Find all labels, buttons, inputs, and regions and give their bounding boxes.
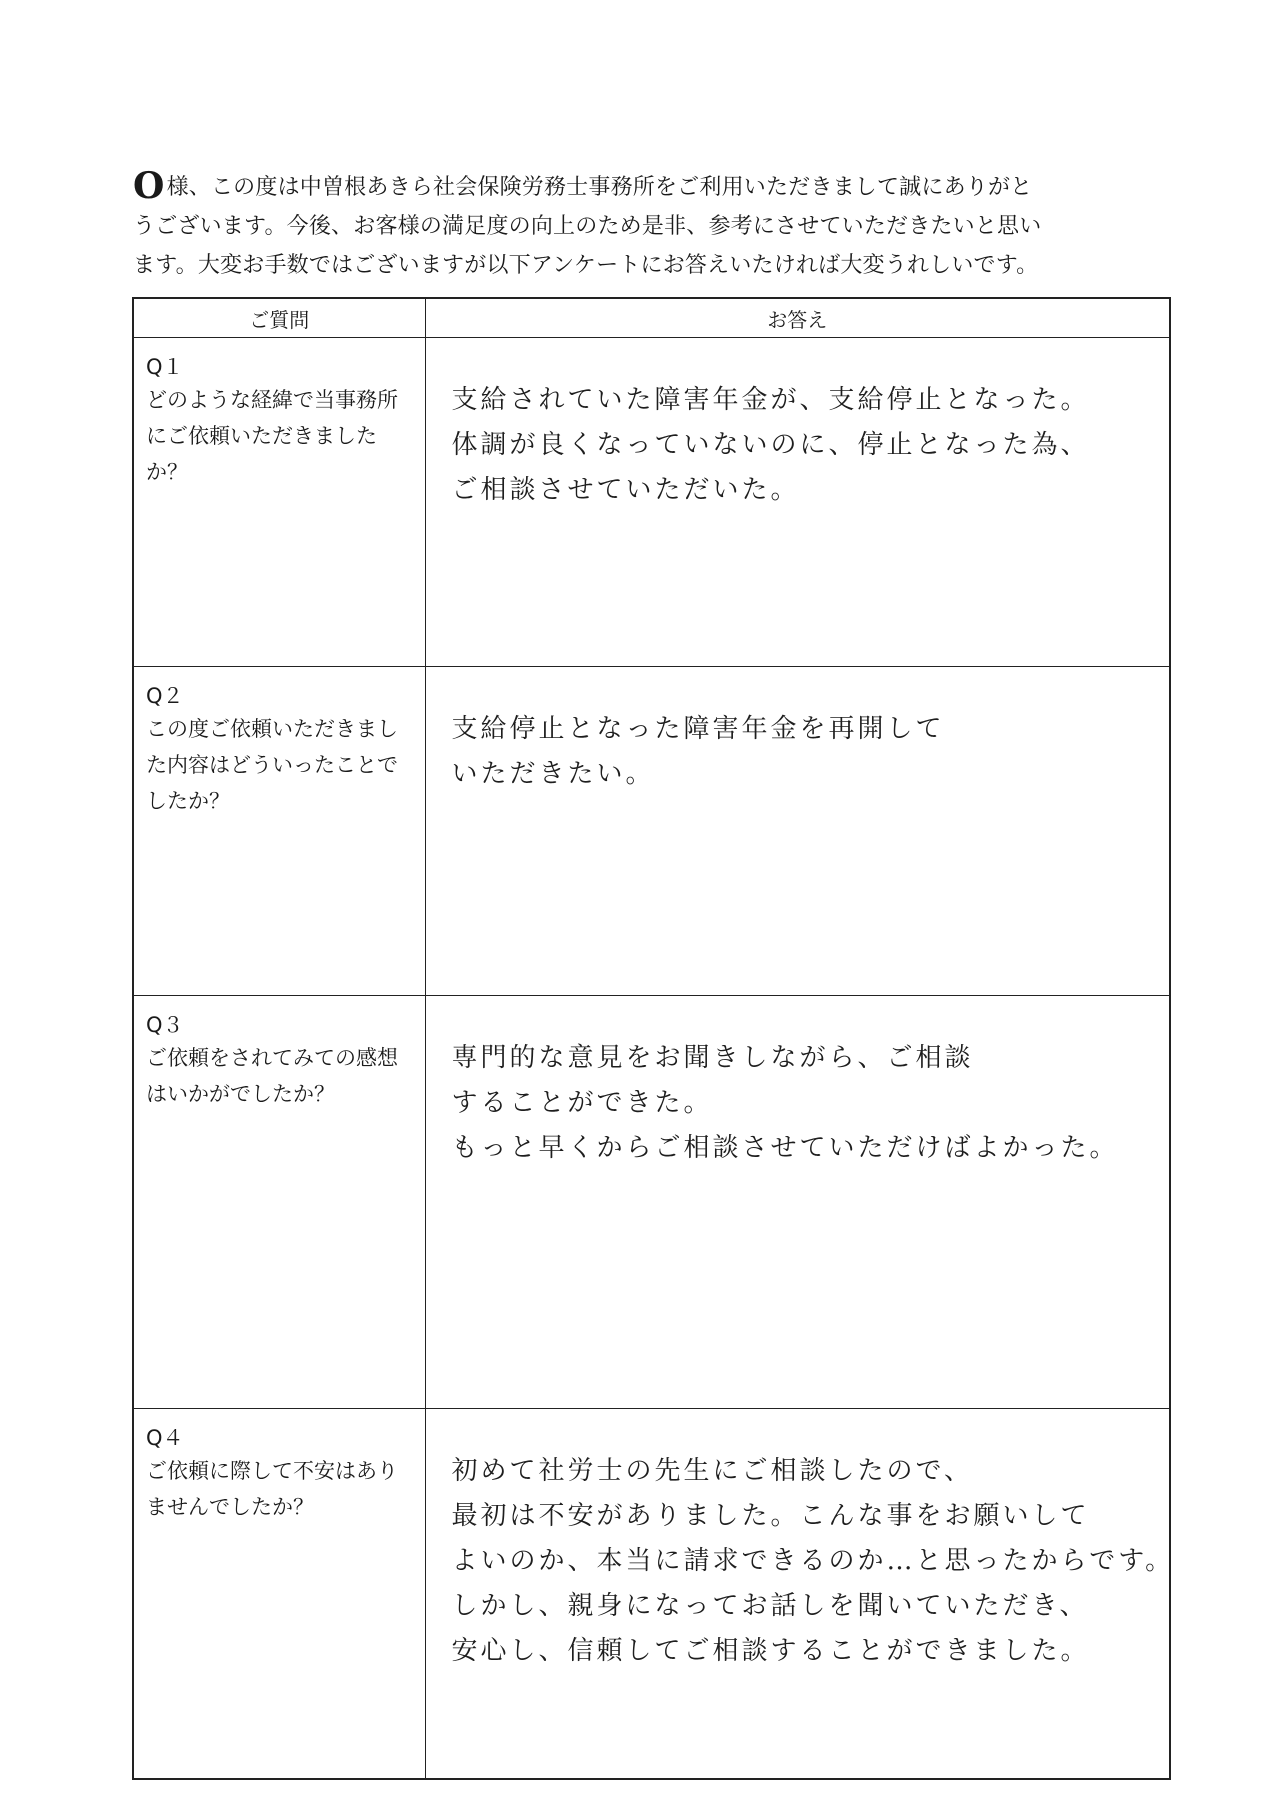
question-cell <box>133 338 425 667</box>
intro-paragraph <box>133 165 1145 285</box>
table-row <box>133 1409 1170 1780</box>
header-answer: お答え <box>425 298 1170 338</box>
answer-cell <box>425 1409 1175 1780</box>
answer-line: よいのか、本当に請求できるのか…と思ったからです。 <box>451 1546 1175 1576</box>
header-question: ご質問 <box>133 298 425 338</box>
intro-line-3: ます。大変お手数ではございますが以下アンケートにお答えいたければ大変うれしいです。 <box>133 253 1039 278</box>
answer-line: もっと早くからご相談させていただけばよかった。 <box>451 1133 1119 1163</box>
table-row <box>133 996 1170 1409</box>
intro-line-1 <box>133 165 1145 207</box>
question-number: Q２ <box>146 684 184 708</box>
question-text: この度ご依頼いただきました内容はどういったことでしたか？ <box>146 717 398 813</box>
answer-cell <box>425 667 1170 996</box>
question-text: どのような経緯で当事務所にご依頼いただきましたか？ <box>146 388 398 484</box>
answer-line: 支給停止となった障害年金を再開して <box>451 714 945 744</box>
question-number: Q１ <box>146 355 184 379</box>
answer-line: することができた。 <box>451 1088 713 1118</box>
survey-table <box>132 297 1175 1780</box>
answer-cell <box>425 338 1170 667</box>
question-number: Q４ <box>146 1426 184 1450</box>
question-cell <box>133 1409 425 1780</box>
intro-text: 様、この度は中曽根あきら社会保険労務士事務所をご利用いただきまして誠にありがと <box>166 175 1033 200</box>
answer-line: いただきたい。 <box>451 759 655 789</box>
table-header-row <box>133 298 1170 338</box>
table-row <box>133 338 1170 667</box>
answer-line: しかし、親身になってお話しを聞いていただき、 <box>451 1591 1089 1621</box>
answer-line: 最初は不安がありました。こんな事をお願いして <box>451 1501 1090 1531</box>
answer-line: 専門的な意見をお聞きしながら、ご相談 <box>451 1043 974 1073</box>
question-text: ご依頼をされてみての感想はいかがでしたか？ <box>146 1046 398 1106</box>
table-row <box>133 667 1170 996</box>
question-cell <box>133 667 425 996</box>
answer-cell <box>425 996 1170 1409</box>
answer-line: ご相談させていただいた。 <box>451 475 800 505</box>
answer-line: 初めて社労士の先生にご相談したので、 <box>451 1456 973 1486</box>
answer-line: 支給されていた障害年金が、支給停止となった。 <box>451 385 1090 415</box>
intro-line-2: うございます。今後、お客様の満足度の向上のため是非、参考にさせていただきたいと思い <box>133 214 1042 239</box>
question-cell <box>133 996 425 1409</box>
question-text: ご依頼に際して不安はありませんでしたか？ <box>146 1459 398 1519</box>
answer-line: 安心し、信頼してご相談することができました。 <box>451 1636 1090 1666</box>
answer-line: 体調が良くなっていないのに、停止となった為、 <box>451 430 1090 460</box>
handwritten-initial: O <box>133 165 165 207</box>
question-number: Q３ <box>146 1013 184 1037</box>
